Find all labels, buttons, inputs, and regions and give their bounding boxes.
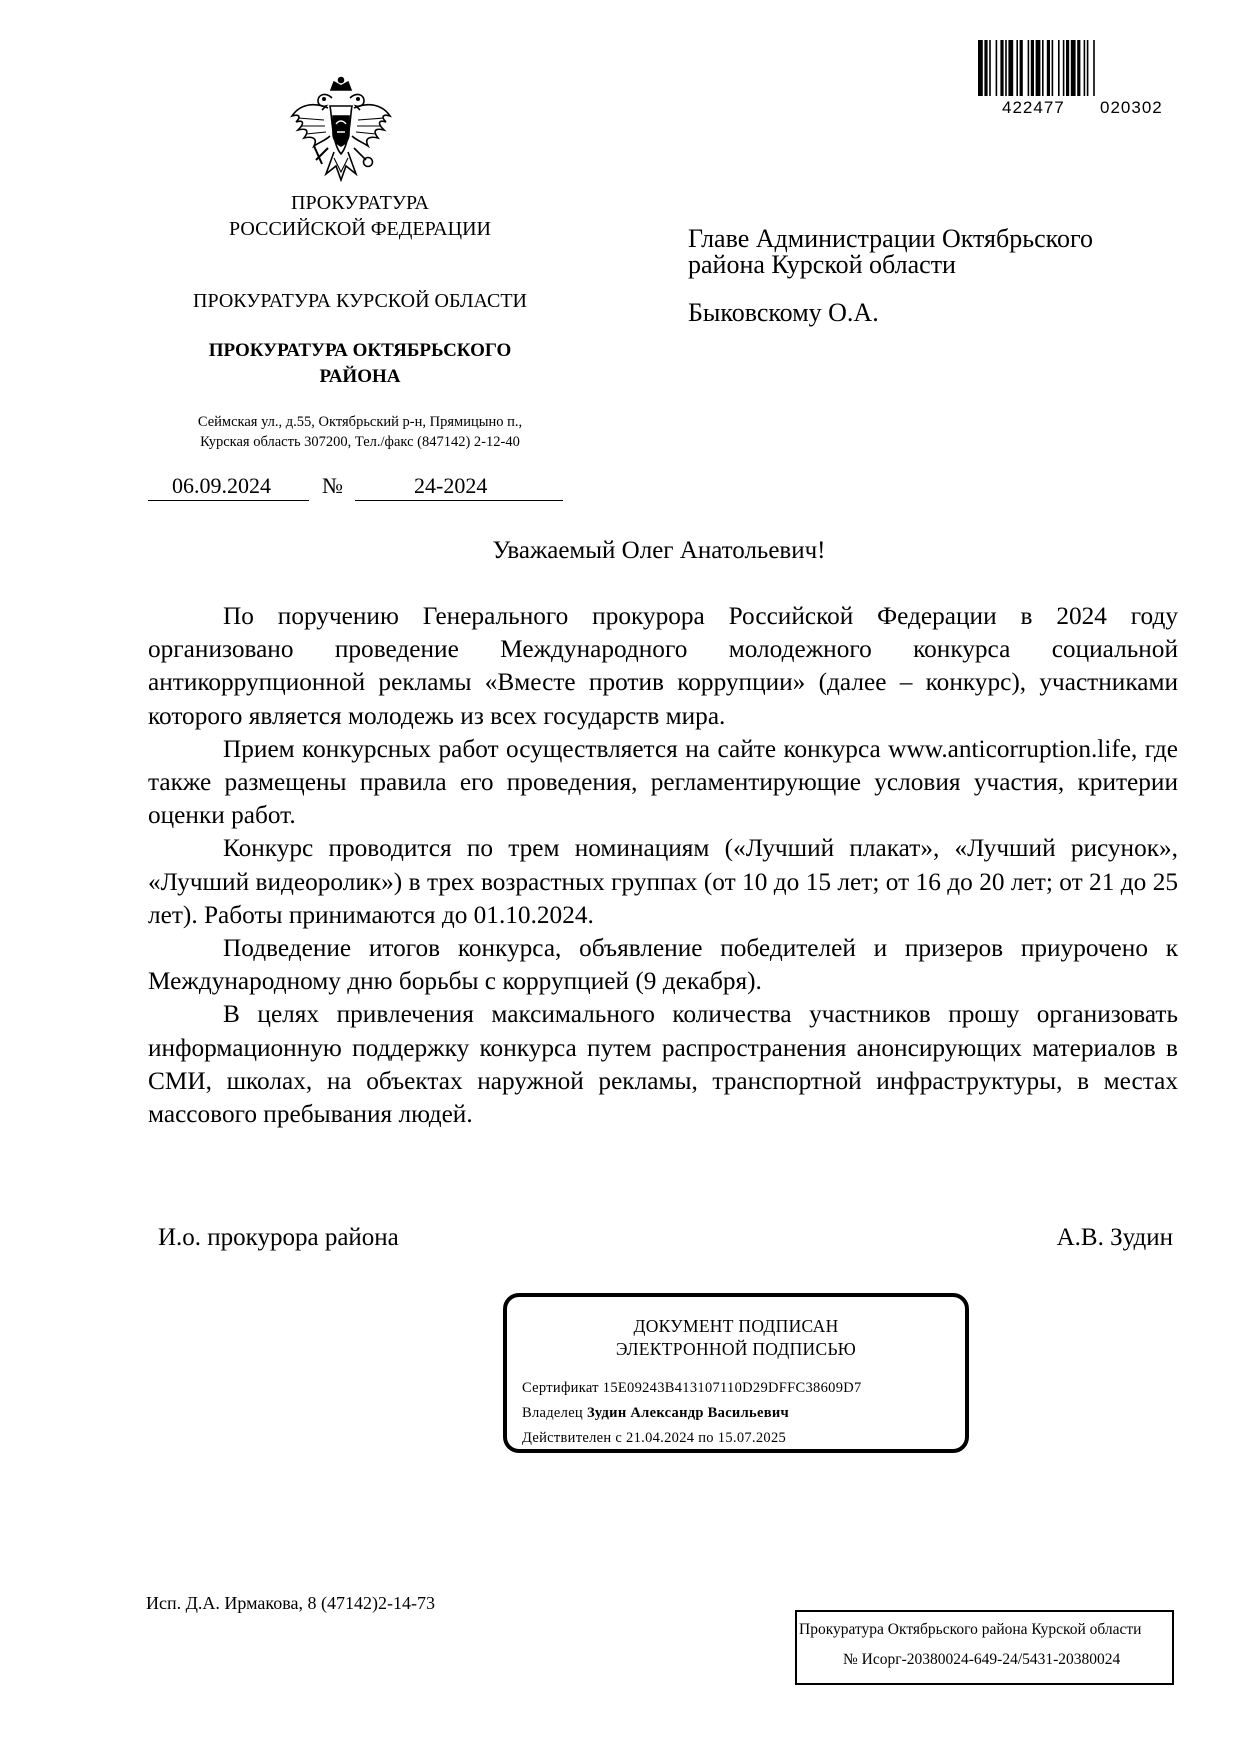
valid-label: Действителен с — [522, 1430, 623, 1446]
barcode-left-number: 422477 — [1002, 98, 1065, 117]
barcode-bar — [1028, 40, 1030, 96]
greeting: Уважаемый Олег Анатольевич! — [492, 537, 826, 564]
electronic-signature-stamp — [503, 1293, 969, 1453]
stamp-title-line-1: ДОКУМЕНТ ПОДПИСАН — [633, 1316, 839, 1336]
sender-line-4: ПРОКУРАТУРА ОКТЯБРЬСКОГО — [208, 340, 512, 361]
barcode-bar — [1005, 40, 1007, 96]
barcode-bar — [1052, 40, 1054, 96]
barcode-bar — [1087, 40, 1089, 96]
signer-name: А.В. Зудин — [1056, 1224, 1173, 1251]
paragraph-1: По поручению Генерального прокурора Российской Федерации в 2024 году организовано проведение Международного молодежного конкурса социальной антикоррупционной рекламы «Вместе против коррупции» (далее – конкурс), участниками которого является молодежь из всех государств мира. — [148, 602, 1178, 730]
stamp-certificate — [522, 1380, 862, 1397]
addressee-line-2: района Курской области — [688, 250, 956, 279]
barcode-bar — [1008, 40, 1013, 96]
valid-to: 15.07.2025 — [717, 1430, 787, 1446]
barcode-bar — [1093, 40, 1095, 96]
stamp-title — [507, 1315, 965, 1361]
barcode-bar — [1066, 40, 1069, 96]
russian-coat-of-arms-icon — [288, 76, 394, 188]
reg-stamp-org: Прокуратура Октябрьского района Курской области — [799, 1621, 1142, 1638]
barcode-bar — [996, 40, 998, 96]
barcode-bar — [989, 40, 991, 96]
barcode-bar — [1084, 40, 1086, 96]
barcode-bar — [1071, 40, 1076, 96]
signer-position: И.о. прокурора района — [158, 1224, 399, 1251]
number-underline — [355, 500, 563, 501]
registration-date: 06.09.2024 — [172, 473, 271, 498]
barcode-bar — [1047, 40, 1050, 96]
owner-value: Зудин Александр Васильевич — [586, 1405, 789, 1421]
stamp-title-line-2: ЭЛЕКТРОННОЙ ПОДПИСЬЮ — [615, 1339, 857, 1359]
barcode-bar — [984, 40, 987, 96]
stamp-validity — [522, 1430, 786, 1447]
registration-stamp — [795, 1610, 1174, 1685]
barcode-bar — [1016, 40, 1018, 96]
sender-line-1: ПРОКУРАТУРА — [291, 192, 429, 214]
sender-address-1: Сеймская ул., д.55, Октябрьский р-н, Прямицыно п., — [197, 414, 523, 430]
paragraph-4: Подведение итогов конкурса, объявление победителей и призеров приурочено к Международному дню борьбы с коррупцией (9 декабря). — [148, 934, 1178, 996]
barcode-bar — [1031, 40, 1034, 96]
barcode-right-number: 020302 — [1100, 98, 1163, 117]
executor-info: Исп. Д.А. Ирмакова, 8 (47142)2-14-73 — [146, 1593, 435, 1613]
registration-number: 24-2024 — [414, 473, 488, 498]
certificate-label: Сертификат — [522, 1380, 599, 1396]
sender-line-5: РАЙОНА — [319, 366, 401, 387]
stamp-owner — [522, 1405, 789, 1422]
date-underline — [148, 500, 309, 501]
barcode — [978, 40, 1166, 96]
certificate-value: 15E09243B413107110D29DFFC38609D7 — [602, 1380, 862, 1396]
barcode-bar — [1020, 40, 1023, 96]
sender-address-2: Курская область 307200, Тел./факс (847142) 2-12-40 — [200, 434, 520, 450]
owner-label: Владелец — [522, 1405, 583, 1421]
sender-line-3: ПРОКУРАТУРА КУРСКОЙ ОБЛАСТИ — [193, 290, 527, 312]
valid-to-label: по — [698, 1430, 714, 1446]
letter-body — [148, 600, 1178, 1131]
barcode-bar — [978, 40, 983, 96]
number-sign: № — [322, 473, 343, 498]
barcode-bar — [1058, 40, 1060, 96]
paragraph-2: Прием конкурсных работ осуществляется на сайте конкурса www.anticorruption.life, где также размещены правила его проведения, регламентирующие условия участия, критерии оценки работ. — [148, 734, 1178, 830]
sender-line-2: РОССИЙСКОЙ ФЕДЕРАЦИИ — [229, 218, 491, 240]
paragraph-3: Конкурс проводится по трем номинациям («Лучший плакат», «Лучший рисунок», «Лучший видеоролик») в трех возрастных группах (от 10 до 15 лет; от 16 до 20 лет; от 21 до 25 лет). Работы принимаются до 01.10.2024. — [148, 834, 1178, 929]
addressee-line-1: Главе Администрации Октябрьского — [688, 224, 1093, 253]
barcode-bar — [1036, 40, 1041, 96]
barcode-bar — [1000, 40, 1003, 96]
valid-from: 21.04.2024 — [626, 1430, 695, 1446]
addressee-name: Быковскому О.А. — [688, 298, 879, 327]
reg-stamp-number: № Исорг-20380024-649-24/5431-20380024 — [843, 1651, 1121, 1668]
barcode-bar — [1042, 40, 1044, 96]
barcode-bar — [1077, 40, 1080, 96]
barcode-bar — [1063, 40, 1065, 96]
paragraph-5: В целях привлечения максимального количества участников прошу организовать информационную поддержку конкурса путем распространения анонсирующих материалов в СМИ, школах, на объектах наружной рекламы, транспортной инфраструктуры, в местах массового пребывания людей. — [148, 1000, 1178, 1129]
